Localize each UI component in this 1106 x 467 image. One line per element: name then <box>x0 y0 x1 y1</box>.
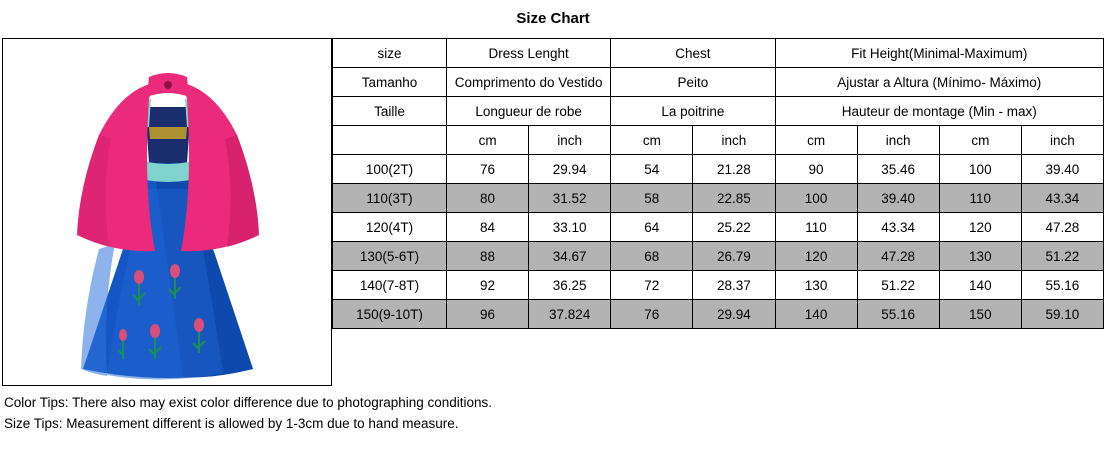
table-row <box>333 271 1104 300</box>
size-table <box>332 38 1104 329</box>
dress-illustration <box>3 39 331 385</box>
cell-chest-cm: 68 <box>611 242 693 271</box>
unit-blank <box>333 126 447 155</box>
unit-height-min-inch: inch <box>857 126 939 155</box>
unit-chest-inch: inch <box>693 126 775 155</box>
header-dress-length-pt: Comprimento do Vestido <box>447 68 611 97</box>
header-size-pt: Tamanho <box>333 68 447 97</box>
chart-content <box>0 38 1106 386</box>
header-size-fr: Taille <box>333 97 447 126</box>
cell-chest-inch: 25.22 <box>693 213 775 242</box>
cell-chest-cm: 72 <box>611 271 693 300</box>
header-chest-pt: Peito <box>611 68 775 97</box>
cell-height-max-inch: 39.40 <box>1021 155 1103 184</box>
table-row <box>333 155 1104 184</box>
row-size-label: 140(7-8T) <box>333 271 447 300</box>
color-tips: Color Tips: There also may exist color difference due to photographing conditions. <box>4 395 493 410</box>
cell-dress-length-inch: 34.67 <box>529 242 611 271</box>
cell-chest-inch: 29.94 <box>693 300 775 329</box>
cell-height-min-inch: 39.40 <box>857 184 939 213</box>
header-chest-en: Chest <box>611 39 775 68</box>
table-header-row-pt <box>333 68 1104 97</box>
cell-height-max-cm: 130 <box>939 242 1021 271</box>
cell-height-min-cm: 140 <box>775 300 857 329</box>
header-fit-height-fr: Hauteur de montage (Min - max) <box>775 97 1104 126</box>
table-header-row-en <box>333 39 1104 68</box>
unit-height-max-cm: cm <box>939 126 1021 155</box>
dress-svg <box>3 39 332 386</box>
cell-height-min-cm: 100 <box>775 184 857 213</box>
cell-height-max-cm: 120 <box>939 213 1021 242</box>
header-fit-height-en: Fit Height(Minimal-Maximum) <box>775 39 1104 68</box>
cell-chest-inch: 21.28 <box>693 155 775 184</box>
cell-height-max-cm: 140 <box>939 271 1021 300</box>
cell-chest-cm: 64 <box>611 213 693 242</box>
unit-chest-cm: cm <box>611 126 693 155</box>
cell-height-max-cm: 150 <box>939 300 1021 329</box>
cell-chest-inch: 22.85 <box>693 184 775 213</box>
cell-height-min-inch: 43.34 <box>857 213 939 242</box>
cell-chest-cm: 76 <box>611 300 693 329</box>
header-size-en: size <box>333 39 447 68</box>
cell-chest-inch: 28.37 <box>693 271 775 300</box>
table-row <box>333 184 1104 213</box>
row-size-label: 130(5-6T) <box>333 242 447 271</box>
cell-height-min-inch: 51.22 <box>857 271 939 300</box>
cell-height-min-inch: 47.28 <box>857 242 939 271</box>
table-row <box>333 300 1104 329</box>
cell-height-min-inch: 35.46 <box>857 155 939 184</box>
row-size-label: 110(3T) <box>333 184 447 213</box>
cell-height-max-inch: 55.16 <box>1021 271 1103 300</box>
unit-dress-length-inch: inch <box>529 126 611 155</box>
cell-height-max-inch: 43.34 <box>1021 184 1103 213</box>
cell-height-min-cm: 110 <box>775 213 857 242</box>
table-header-row-fr <box>333 97 1104 126</box>
footer-notes <box>0 386 1106 434</box>
row-size-label: 150(9-10T) <box>333 300 447 329</box>
cell-dress-length-cm: 92 <box>447 271 529 300</box>
cell-dress-length-inch: 31.52 <box>529 184 611 213</box>
cell-dress-length-cm: 84 <box>447 213 529 242</box>
header-chest-fr: La poitrine <box>611 97 775 126</box>
cell-dress-length-inch: 36.25 <box>529 271 611 300</box>
row-size-label: 100(2T) <box>333 155 447 184</box>
unit-height-max-inch: inch <box>1021 126 1103 155</box>
cell-dress-length-cm: 96 <box>447 300 529 329</box>
table-row <box>333 242 1104 271</box>
size-tips: Size Tips: Measurement different is allowed by 1-3cm due to hand measure. <box>4 416 459 431</box>
cell-height-max-cm: 100 <box>939 155 1021 184</box>
cell-height-max-inch: 59.10 <box>1021 300 1103 329</box>
cell-height-min-cm: 120 <box>775 242 857 271</box>
header-dress-length-fr: Longueur de robe <box>447 97 611 126</box>
row-size-label: 120(4T) <box>333 213 447 242</box>
cell-chest-cm: 54 <box>611 155 693 184</box>
table-unit-row <box>333 126 1104 155</box>
table-row <box>333 213 1104 242</box>
header-fit-height-pt: Ajustar a Altura (Mínimo- Máximo) <box>775 68 1104 97</box>
cell-height-min-cm: 130 <box>775 271 857 300</box>
cell-chest-cm: 58 <box>611 184 693 213</box>
cell-dress-length-inch: 29.94 <box>529 155 611 184</box>
cell-height-max-inch: 51.22 <box>1021 242 1103 271</box>
cell-height-min-inch: 55.16 <box>857 300 939 329</box>
page-title: Size Chart <box>516 10 590 27</box>
header-dress-length-en: Dress Lenght <box>447 39 611 68</box>
cell-dress-length-cm: 88 <box>447 242 529 271</box>
cell-height-max-inch: 47.28 <box>1021 213 1103 242</box>
cell-height-min-cm: 90 <box>775 155 857 184</box>
cell-dress-length-inch: 37.824 <box>529 300 611 329</box>
unit-dress-length-cm: cm <box>447 126 529 155</box>
cell-dress-length-cm: 80 <box>447 184 529 213</box>
cell-dress-length-cm: 76 <box>447 155 529 184</box>
cell-height-max-cm: 110 <box>939 184 1021 213</box>
product-image <box>2 38 332 386</box>
cell-dress-length-inch: 33.10 <box>529 213 611 242</box>
cell-chest-inch: 26.79 <box>693 242 775 271</box>
unit-height-min-cm: cm <box>775 126 857 155</box>
